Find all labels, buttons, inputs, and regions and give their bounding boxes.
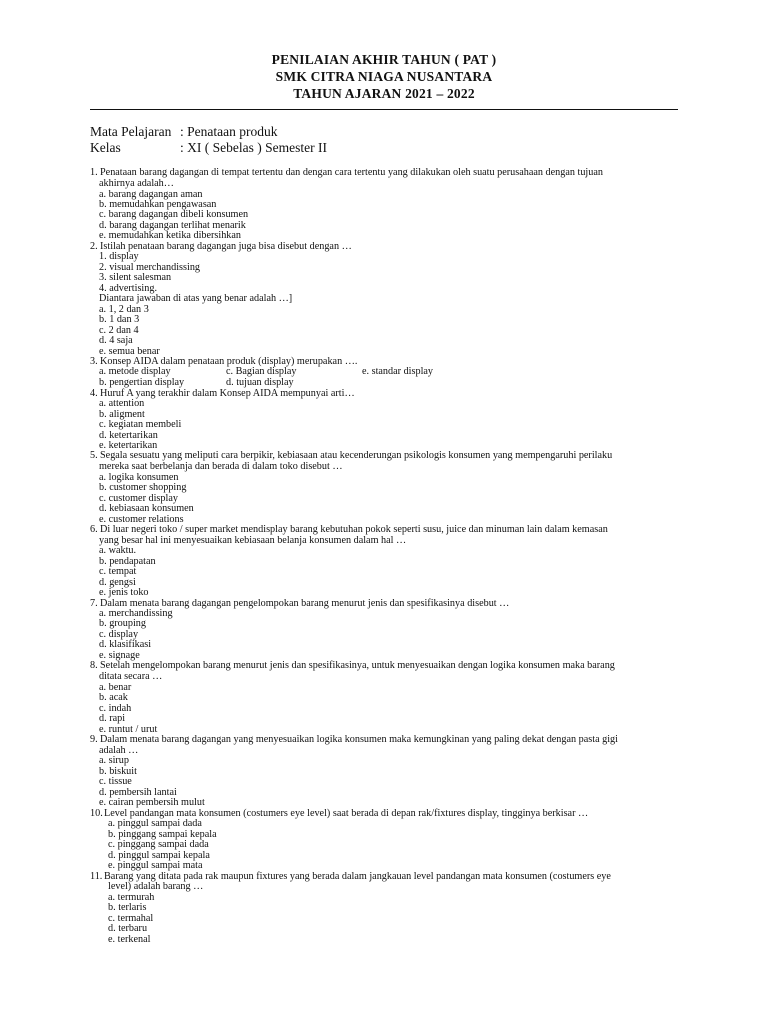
option: a. attention — [99, 398, 145, 409]
option: c. kegiatan membeli — [99, 419, 182, 430]
question-number: 7. — [90, 598, 98, 609]
question-text: Barang yang ditata pada rak maupun fixtures yang berada dalam jangkauan level pandangan mata konsumen (costumers eye — [104, 871, 611, 882]
option: e. memudahkan ketika dibersihkan — [99, 230, 242, 241]
option: e. terkenal — [108, 934, 151, 945]
option: e. standar display — [362, 366, 434, 377]
option: d. ketertarikan — [99, 430, 158, 441]
question-text: Konsep AIDA dalam penataan produk (display) merupakan …. — [100, 356, 358, 367]
option: c. 2 dan 4 — [99, 325, 139, 336]
option: c. indah — [99, 703, 132, 714]
option: b. pinggang sampai kepala — [108, 829, 217, 840]
option: b. pengertian display — [99, 377, 185, 388]
option: e. semua benar — [99, 346, 160, 357]
option: d. tujuan display — [226, 377, 294, 388]
subject-value: : Penataan produk — [180, 124, 278, 139]
option: b. aligment — [99, 409, 145, 420]
question-text: Setelah mengelompokan barang menurut jenis dan spesifikasinya, untuk menyesuaikan dengan logika konsumen maka barang — [100, 660, 615, 671]
question-number: 3. — [90, 356, 98, 367]
option: c. Bagian display — [226, 366, 297, 377]
option: d. 4 saja — [99, 335, 133, 346]
question-number: 4. — [90, 388, 98, 399]
option: d. kebiasaan konsumen — [99, 503, 194, 514]
option: a. merchandissing — [99, 608, 173, 619]
option: b. customer shopping — [99, 482, 187, 493]
option: d. rapi — [99, 713, 126, 724]
question-number: 1. — [90, 167, 98, 178]
class-value: : XI ( Sebelas ) Semester II — [180, 140, 327, 155]
header-divider — [90, 109, 678, 110]
question-number: 11. — [90, 871, 103, 882]
statement: 3. silent salesman — [99, 272, 172, 283]
option: b. acak — [99, 692, 128, 703]
question-text-cont: yang besar hal ini menyesuaikan kebiasaan belanja konsumen dalam hal … — [99, 535, 407, 546]
question-text: Huruf A yang terakhir dalam Konsep AIDA mempunyai arti… — [100, 388, 355, 399]
option: e. runtut / urut — [99, 724, 158, 735]
option: c. display — [99, 629, 139, 640]
class-row — [90, 140, 327, 156]
question-text: Dalam menata barang dagangan yang menyesuaikan logika konsumen maka kemungkinan yang paling dekat dengan pasta gigi — [100, 734, 618, 745]
statement: 4. advertising. — [99, 283, 158, 294]
option: e. pinggul sampai mata — [108, 860, 203, 871]
question-number: 6. — [90, 524, 98, 535]
option: c. termahal — [108, 913, 154, 924]
question-number: 5. — [90, 450, 98, 461]
option: a. 1, 2 dan 3 — [99, 304, 149, 315]
option: c. pinggang sampai dada — [108, 839, 209, 850]
option: b. memudahkan pengawasan — [99, 199, 217, 210]
option: e. signage — [99, 650, 140, 661]
statement: 1. display — [99, 251, 139, 262]
exam-title: PENILAIAN AKHIR TAHUN ( PAT ) — [271, 52, 497, 67]
option: b. grouping — [99, 618, 146, 629]
option: a. barang dagangan aman — [99, 189, 203, 200]
option: d. gengsi — [99, 577, 136, 588]
option: b. biskuit — [99, 766, 137, 777]
option: b. pendapatan — [99, 556, 156, 567]
question-text-cont: adalah … — [99, 745, 139, 756]
option: a. benar — [99, 682, 132, 693]
option: a. waktu. — [99, 545, 137, 556]
option: e. ketertarikan — [99, 440, 158, 451]
option: a. termurah — [108, 892, 155, 903]
option: c. barang dagangan dibeli konsumen — [99, 209, 249, 220]
question-text: Dalam menata barang dagangan pengelompokan barang menurut jenis dan spesifikasinya disebut … — [100, 598, 510, 609]
option: d. barang dagangan terlihat menarik — [99, 220, 246, 231]
subject-label: Mata Pelajaran — [90, 124, 172, 139]
option: c. tempat — [99, 566, 137, 577]
option: d. pinggul sampai kepala — [108, 850, 210, 861]
option: a. pinggul sampai dada — [108, 818, 202, 829]
academic-year: TAHUN AJARAN 2021 – 2022 — [293, 86, 475, 101]
option: c. tissue — [99, 776, 132, 787]
question-text-cont: ditata secara … — [99, 671, 163, 682]
option: d. terbaru — [108, 923, 148, 934]
question-number: 8. — [90, 660, 98, 671]
question-text-cont: akhirnya adalah… — [99, 178, 174, 189]
subject-row — [90, 124, 277, 140]
school-name: SMK CITRA NIAGA NUSANTARA — [275, 69, 493, 84]
option: e. customer relations — [99, 514, 184, 525]
option: c. customer display — [99, 493, 178, 504]
question-text: Istilah penataan barang dagangan juga bisa disebut dengan … — [100, 241, 352, 252]
option: a. sirup — [99, 755, 129, 766]
question-text: Level pandangan mata konsumen (costumers eye level) saat berada di depan rak/fixtures display, tingginya berkisar … — [104, 808, 589, 819]
question-number: 10. — [90, 808, 103, 819]
option: d. klasifikasi — [99, 639, 152, 650]
question-number: 9. — [90, 734, 98, 745]
question-text-cont: mereka saat berbelanja dan berada di dalam toko disebut … — [99, 461, 343, 472]
option: b. terlaris — [108, 902, 147, 913]
option: e. jenis toko — [99, 587, 149, 598]
question-text: Penataan barang dagangan di tempat tertentu dan dengan cara tertentu yang dilakukan oleh suatu perusahaan dengan tujuan — [100, 167, 603, 178]
question-text: Di luar negeri toko / super market mendisplay barang kebutuhan pokok seperti susu, juice dan minuman lain dalam kemasan — [100, 524, 608, 535]
option: a. metode display — [99, 366, 171, 377]
option: d. pembersih lantai — [99, 787, 177, 798]
option: e. cairan pembersih mulut — [99, 797, 205, 808]
option: a. logika konsumen — [99, 472, 179, 483]
question-text: Segala sesuatu yang meliputi cara berpikir, kebiasaan atau kecenderungan psikologis konsumen yang mempengaruhi perilaku — [100, 450, 613, 461]
question-number: 2. — [90, 241, 98, 252]
question-prompt: Diantara jawaban di atas yang benar adalah …] — [99, 293, 293, 304]
question-text-cont: level) adalah barang … — [108, 881, 204, 892]
class-label: Kelas — [90, 140, 121, 155]
option: b. 1 dan 3 — [99, 314, 140, 325]
statement: 2. visual merchandissing — [99, 262, 201, 273]
